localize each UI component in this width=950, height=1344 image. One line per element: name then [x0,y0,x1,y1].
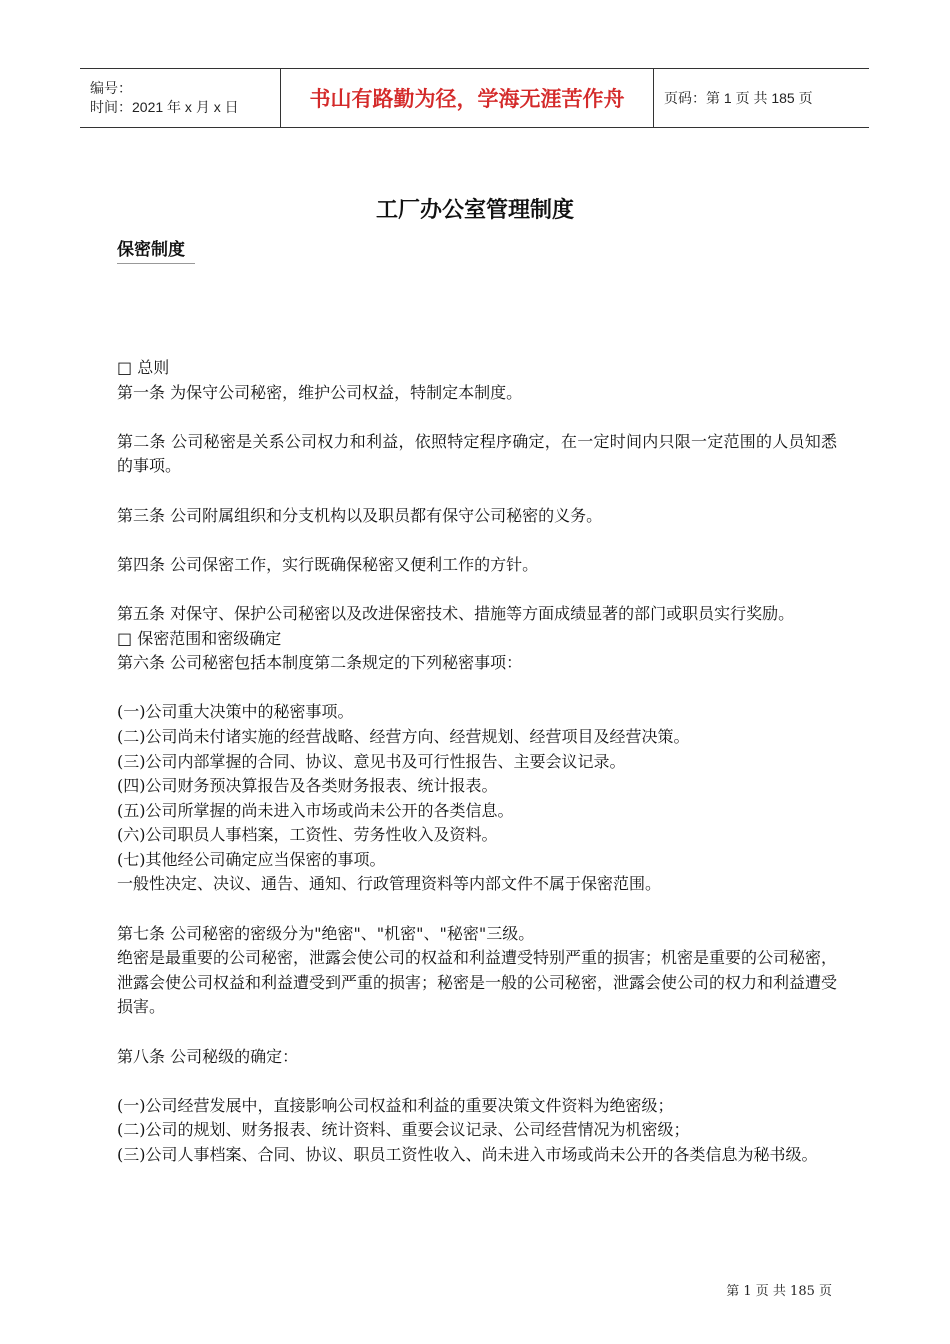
header-motto-cell [280,69,654,127]
page-footer: 第 1 页 共 185 页 [726,1284,832,1299]
body-paragraph: (一)公司经营发展中，直接影响公司权益和利益的重要决策文件资料为绝密级； [117,1095,674,1115]
blank-line [117,897,837,922]
header-left-cell [80,69,280,127]
body-paragraph: 一般性决定、决议、通告、通知、行政管理资料等内部文件不属于保密范围。 [117,874,662,894]
header-motto: 书山有路勤为径，学海无涯苦作舟 [309,87,625,111]
body-paragraph: 第三条 公司附属组织和分支机构以及职员都有保守公司秘密的义务。 [117,505,603,525]
body-paragraph: 第二条 公司秘密是关系公司权力和利益，依照特定程序确定，在一定时间内只限一定范围的人员知悉的事项。 [117,431,837,476]
body-paragraph: 第一条 为保守公司秘密，维护公司权益，特制定本制度。 [117,382,523,402]
blank-line [117,577,837,602]
blank-line [117,1020,837,1045]
body-paragraph: 第五条 对保守、保护公司秘密以及改进保密技术、措施等方面成绩显著的部门或职员实行奖励。 [117,603,795,623]
blank-line [117,405,837,430]
body-paragraph: 第六条 公司秘密包括本制度第二条规定的下列秘密事项： [117,653,523,673]
page-header [80,68,869,128]
body-paragraph: (四)公司财务预决算报告及各类财务报表、统计报表。 [117,776,498,796]
section-title: 保密制度 [117,238,195,264]
blank-line [117,676,837,701]
body-paragraph: (六)公司职员人事档案，工资性、劳务性收入及资料。 [117,825,498,845]
blank-line [117,1069,837,1094]
header-page-label: 页码：第 1 页 共 185 页 [664,90,813,106]
body-paragraph: 第八条 公司秘级的确定： [117,1046,299,1066]
body-paragraph: (二)公司尚未付诸实施的经营战略、经营方向、经营规划、经营项目及经营决策。 [117,726,690,746]
document-title: 工厂办公室管理制度 [375,198,574,223]
body-paragraph: 第四条 公司保密工作，实行既确保秘密又便利工作的方针。 [117,554,539,574]
body-paragraph: 第七条 公司秘密的密级分为"绝密"、"机密"、"秘密"三级。 [117,923,535,943]
body-paragraph: (二)公司的规划、财务报表、统计资料、重要会议记录、公司经营情况为机密级； [117,1120,690,1140]
body-paragraph: (一)公司重大决策中的秘密事项。 [117,702,354,722]
document-body [117,356,837,1168]
body-paragraph: (三)公司内部掌握的合同、协议、意见书及可行性报告、主要会议记录。 [117,751,626,771]
document-time-label: 时间：2021 年 x 月 x 日 [90,99,239,115]
blank-line [117,479,837,504]
blank-line [117,528,837,553]
body-paragraph: □ 保密范围和密级确定 [117,628,282,648]
body-paragraph: 绝密是最重要的公司秘密，泄露会使公司的权益和利益遭受特别严重的损害；机密是重要的公司秘密，泄露会使公司权益和利益遭受到严重的损害；秘密是一般的公司秘密，泄露会使公司的权力和利益遭受损害。 [117,948,838,1017]
body-paragraph: □ 总则 [117,358,170,377]
body-paragraph: (七)其他经公司确定应当保密的事项。 [117,849,386,869]
body-paragraph: (五)公司所掌握的尚未进入市场或尚未公开的各类信息。 [117,800,514,820]
body-paragraph: (三)公司人事档案、合同、协议、职员工资性收入、尚未进入市场或尚未公开的各类信息为秘书级。 [117,1145,818,1164]
document-number-label: 编号： [90,80,132,96]
header-page-cell [654,69,869,127]
